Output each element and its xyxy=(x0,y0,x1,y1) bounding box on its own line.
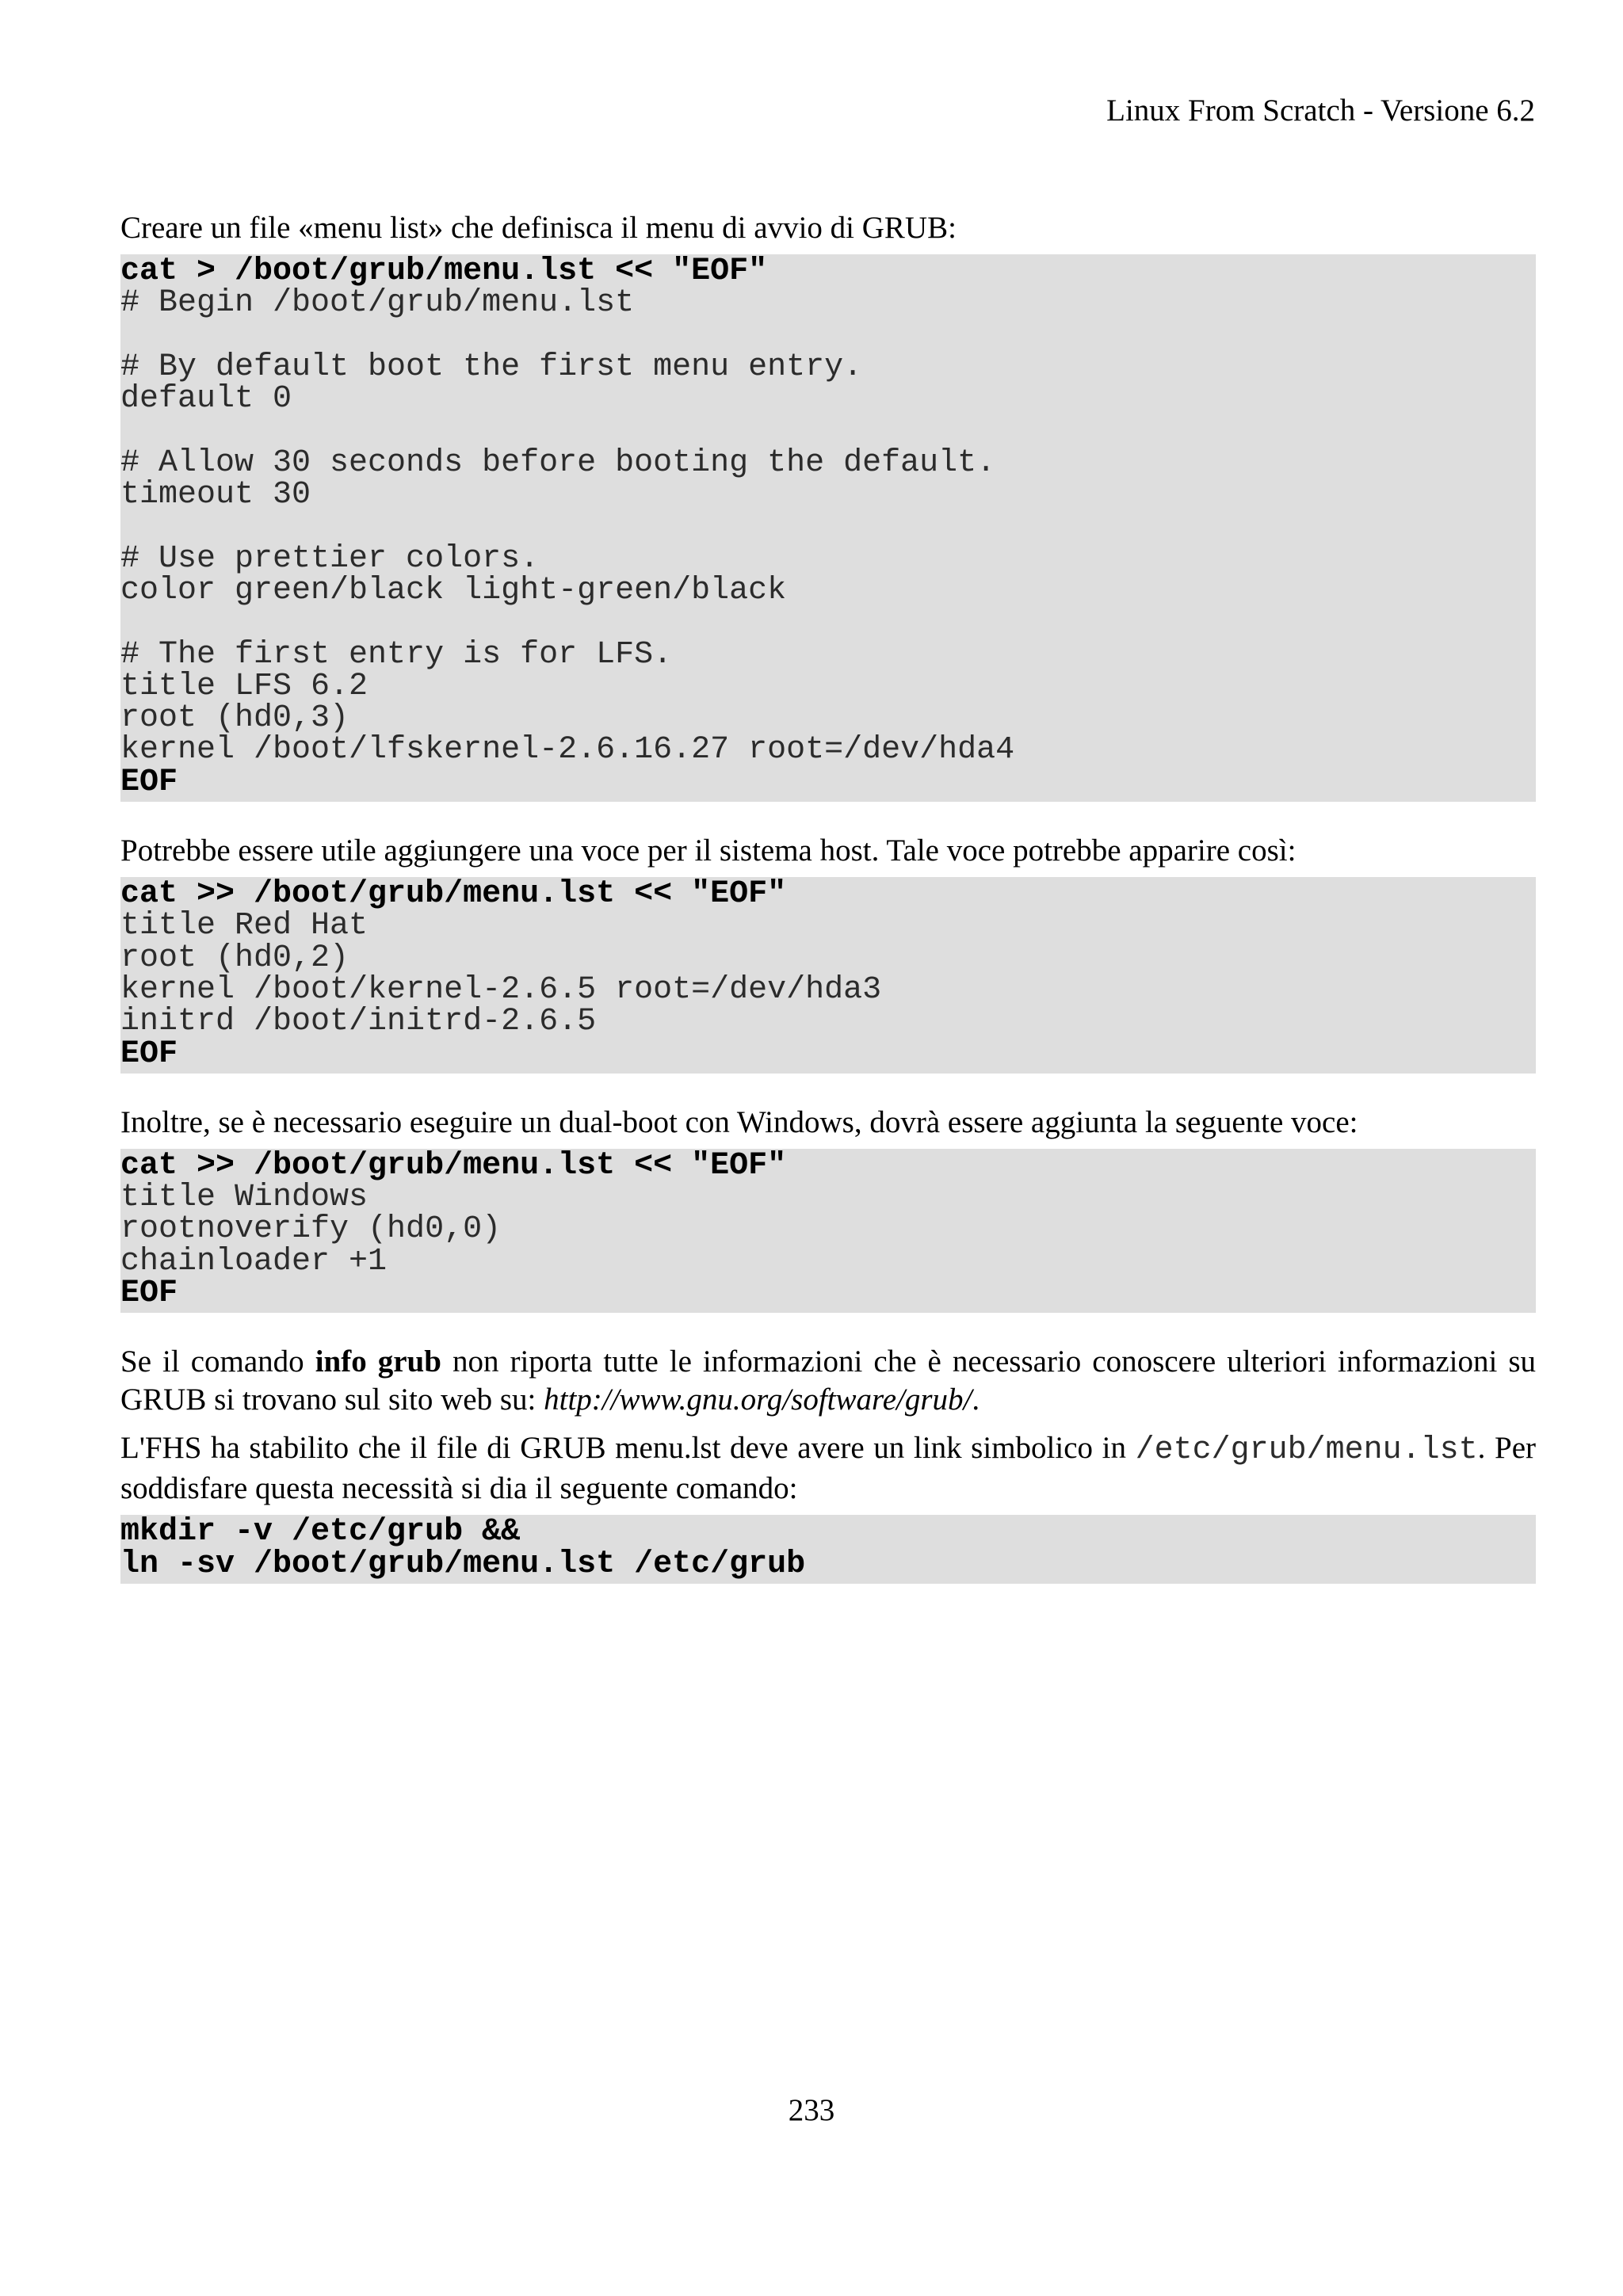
code-line: # The first entry is for LFS. xyxy=(120,636,673,673)
fhs-paragraph xyxy=(120,1429,1536,1508)
code-line: title LFS 6.2 xyxy=(120,668,369,704)
code-command-line: cat >> /boot/grub/menu.lst << "EOF" xyxy=(120,1147,787,1184)
code-line: chainloader +1 xyxy=(120,1243,388,1280)
code-line: color green/black light-green/black xyxy=(120,572,787,608)
info-grub-paragraph xyxy=(120,1343,1536,1419)
code-command-line: mkdir -v /etc/grub && xyxy=(120,1514,521,1550)
code-line: title Windows xyxy=(120,1180,369,1216)
code-block-menu-lst xyxy=(120,254,1536,802)
info-text-middle: non riporta tutte le informazioni che è necessario conoscere ulteriori informazioni su GRUB si trovano sul sito web su: xyxy=(120,1344,1536,1417)
grub-website-link[interactable]: http://www.gnu.org/software/grub/ xyxy=(544,1383,972,1417)
windows-entry-paragraph: Inoltre, se è necessario eseguire un dual-boot con Windows, dovrà essere aggiunta la seguente voce: xyxy=(120,1104,1358,1139)
code-line: rootnoverify (hd0,0) xyxy=(120,1211,502,1248)
code-line xyxy=(120,320,1536,352)
code-line: kernel /boot/lfskernel-2.6.16.27 root=/dev/hda4 xyxy=(120,732,1015,769)
code-line: # Use prettier colors. xyxy=(120,540,540,577)
page-content xyxy=(120,209,1536,1614)
fhs-text-after: . Per soddisfare questa necessità si dia il seguente comando: xyxy=(120,1431,1536,1506)
code-line: # Begin /boot/grub/menu.lst xyxy=(120,285,635,322)
info-text-before: Se il comando xyxy=(120,1344,315,1379)
code-block-host-entry xyxy=(120,877,1536,1074)
code-line: timeout 30 xyxy=(120,477,311,513)
code-block-symlink xyxy=(120,1515,1536,1584)
host-entry-paragraph: Potrebbe essere utile aggiungere una voce per il sistema host. Tale voce potrebbe apparire così: xyxy=(120,833,1296,868)
code-line: root (hd0,2) xyxy=(120,940,349,976)
code-line xyxy=(120,415,1536,447)
code-command-line: EOF xyxy=(120,764,178,800)
fhs-text-before: L'FHS ha stabilito che il file di GRUB menu.lst deve avere un link simbolico in xyxy=(120,1431,1136,1466)
code-command-line: ln -sv /boot/grub/menu.lst /etc/grub xyxy=(120,1546,806,1582)
code-line: default 0 xyxy=(120,381,292,418)
code-line: initrd /boot/initrd-2.6.5 xyxy=(120,1004,597,1040)
code-block-windows-entry xyxy=(120,1149,1536,1313)
code-line xyxy=(120,511,1536,543)
code-line xyxy=(120,607,1536,639)
code-command-line: EOF xyxy=(120,1276,178,1312)
code-line: kernel /boot/kernel-2.6.5 root=/dev/hda3 xyxy=(120,971,882,1008)
intro-paragraph: Creare un file «menu list» che definisca il menu di avvio di GRUB: xyxy=(120,211,957,245)
info-grub-command: info grub xyxy=(315,1344,441,1379)
code-command-line: EOF xyxy=(120,1035,178,1072)
running-header: Linux From Scratch - Versione 6.2 xyxy=(1106,93,1535,128)
code-command-line: cat > /boot/grub/menu.lst << "EOF" xyxy=(120,254,768,289)
fhs-path: /etc/grub/menu.lst xyxy=(1135,1432,1478,1469)
info-text-after: . xyxy=(972,1383,980,1417)
code-line: title Red Hat xyxy=(120,908,369,944)
page-number: 233 xyxy=(788,2093,835,2127)
code-line: root (hd0,3) xyxy=(120,700,349,737)
code-command-line: cat >> /boot/grub/menu.lst << "EOF" xyxy=(120,876,787,913)
code-line: # By default boot the first menu entry. xyxy=(120,349,863,385)
code-line: # Allow 30 seconds before booting the default. xyxy=(120,444,996,481)
